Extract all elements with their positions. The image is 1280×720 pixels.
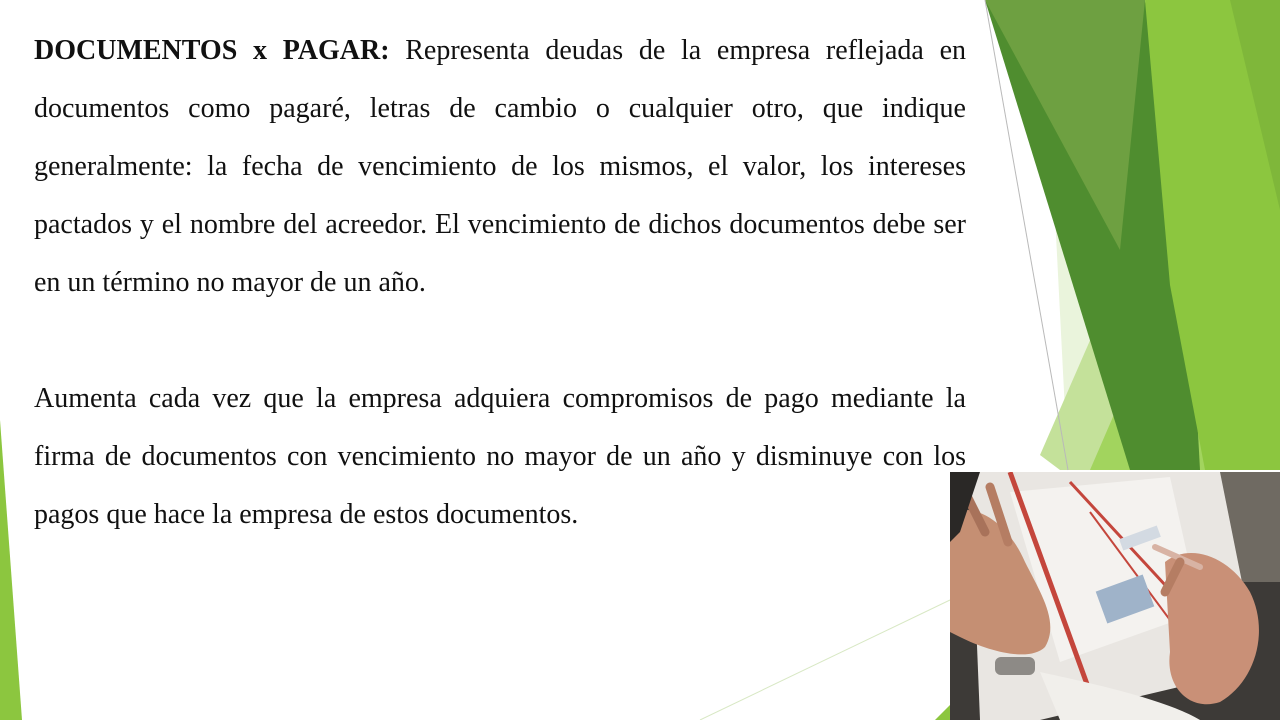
- left-facet: [0, 420, 22, 720]
- bottom-facet: [935, 705, 950, 720]
- movement-text: Aumenta cada vez que la empresa adquiera compromisos de pago mediante la firma de documentos con vencimiento no mayor de un año y disminuye con los pagos que hace la empresa de estos documentos.: [34, 383, 966, 530]
- signing-documents-illustration: [950, 472, 1280, 720]
- term-heading: DOCUMENTOS x PAGAR:: [34, 35, 390, 66]
- bottom-facet-line: [700, 600, 950, 720]
- paragraph-movement: [34, 370, 966, 544]
- definition-text: Representa deudas de la empresa reflejada en documentos como pagaré, letras de cambio o cualquier otro, que indique generalmente: la fecha de vencimiento de los mismos, el valor, los intereses pactados y el nombre del acreedor. El vencimiento de dichos documentos debe ser en un término no mayor de un año.: [34, 35, 967, 298]
- signing-documents-photo: [950, 472, 1280, 720]
- body-text: [34, 22, 966, 544]
- paragraph-definition: [34, 22, 966, 312]
